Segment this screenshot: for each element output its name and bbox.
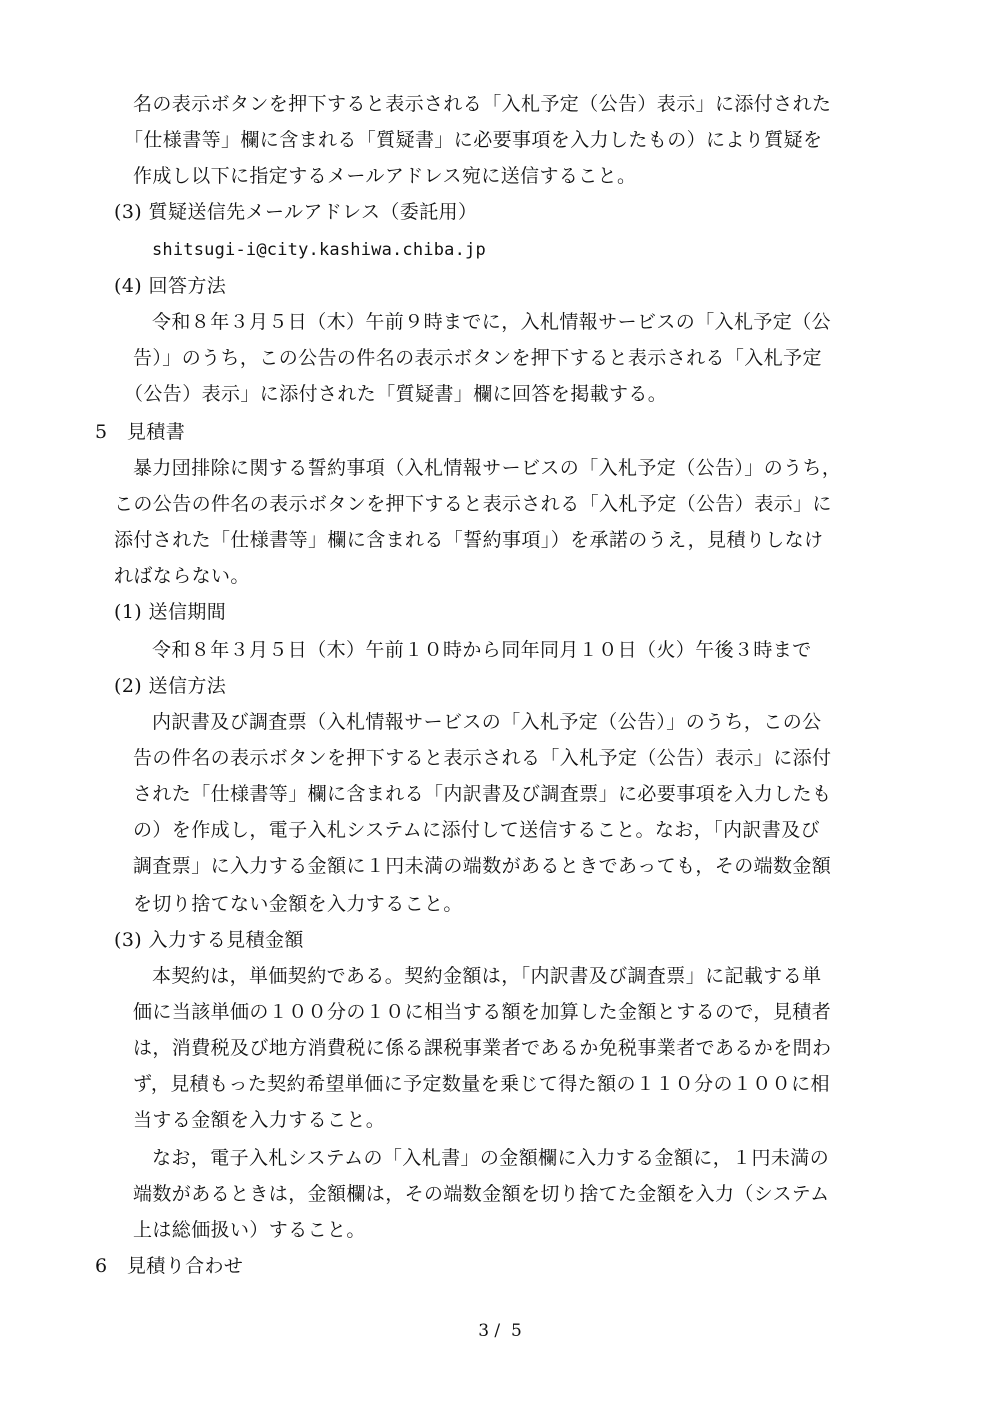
body-text-line: 告）」のうち，この公告の件名の表示ボタンを押下すると表示される「入札予定 (133, 347, 822, 369)
body-text-line: ればならない。 (114, 565, 250, 587)
body-text-line: 暴力団排除に関する誓約事項（入札情報サービスの「入札予定（公告）」のうち， (133, 457, 842, 479)
body-text-line: 「仕様書等」欄に含まれる「質疑書」に必要事項を入力したもの）により質疑を (124, 129, 823, 151)
body-text-line: を切り捨てない金額を入力すること。 (133, 893, 463, 915)
body-text-line: 内訳書及び調査票（入札情報サービスの「入札予定（公告）」のうち，この公 (152, 711, 822, 733)
body-text-line: 価に当該単価の１００分の１０に相当する額を加算した金額とするので，見積者 (133, 1001, 832, 1023)
body-text-line: 本契約は，単価契約である。契約金額は，「内訳書及び調査票」に記載する単 (152, 965, 822, 987)
body-text-line: の）を作成し，電子入札システムに添付して送信すること。なお，「内訳書及び (133, 819, 821, 841)
subsection-heading: (3) 質疑送信先メールアドレス（委託用） (114, 201, 478, 223)
body-text-line: された「仕様書等」欄に含まれる「内訳書及び調査票」に必要事項を入力したも (133, 783, 832, 805)
body-text-line: ず，見積もった契約希望単価に予定数量を乗じて得た額の１１０分の１００に相 (133, 1073, 830, 1095)
body-text-line: （公告）表示」に添付された「質疑書」欄に回答を掲載する。 (124, 383, 668, 405)
body-text-line: 当する金額を入力すること。 (133, 1109, 386, 1131)
body-text-line: 端数があるときは，金額欄は，その端数金額を切り捨てた金額を入力（システム (133, 1183, 830, 1205)
section-heading: 5 見積書 (95, 421, 186, 443)
body-text-line: は，消費税及び地方消費税に係る課税事業者であるか免税事業者であるかを問わ (133, 1037, 832, 1059)
subsection-heading: (4) 回答方法 (114, 275, 227, 297)
subsection-heading: (3) 入力する見積金額 (114, 929, 304, 951)
subsection-heading: (2) 送信方法 (114, 675, 227, 697)
body-text-line: 調査票」に入力する金額に１円未満の端数があるときであっても，その端数金額 (133, 855, 832, 877)
subsection-heading: (1) 送信期間 (114, 601, 227, 623)
body-text-line: 告の件名の表示ボタンを押下すると表示される「入札予定（公告）表示」に添付 (133, 747, 832, 769)
body-text-line: 作成し以下に指定するメールアドレス宛に送信すること。 (133, 165, 637, 187)
body-text-line: なお，電子入札システムの「入札書」の金額欄に入力する金額に，１円未満の (152, 1147, 830, 1169)
section-heading: 6 見積り合わせ (95, 1255, 244, 1277)
body-text-line: 令和８年３月５日（木）午前１０時から同年同月１０日（火）午後３時まで (152, 639, 812, 661)
body-text-line: 名の表示ボタンを押下すると表示される「入札予定（公告）表示」に添付された (133, 93, 832, 115)
page-number: 3 / 5 (478, 1321, 522, 1341)
body-text-line: 令和８年３月５日（木）午前９時までに，入札情報サービスの「入札予定（公 (152, 311, 832, 333)
body-text-line: 添付された「仕様書等」欄に含まれる「誓約事項」）を承諾のうえ，見積りしなけ (114, 529, 824, 551)
email-address: shitsugi-i@city.kashiwa.chiba.jp (152, 240, 486, 260)
body-text-line: 上は総価扱い）すること。 (133, 1219, 366, 1241)
body-text-line: この公告の件名の表示ボタンを押下すると表示される「入札予定（公告）表示」に (114, 493, 832, 515)
